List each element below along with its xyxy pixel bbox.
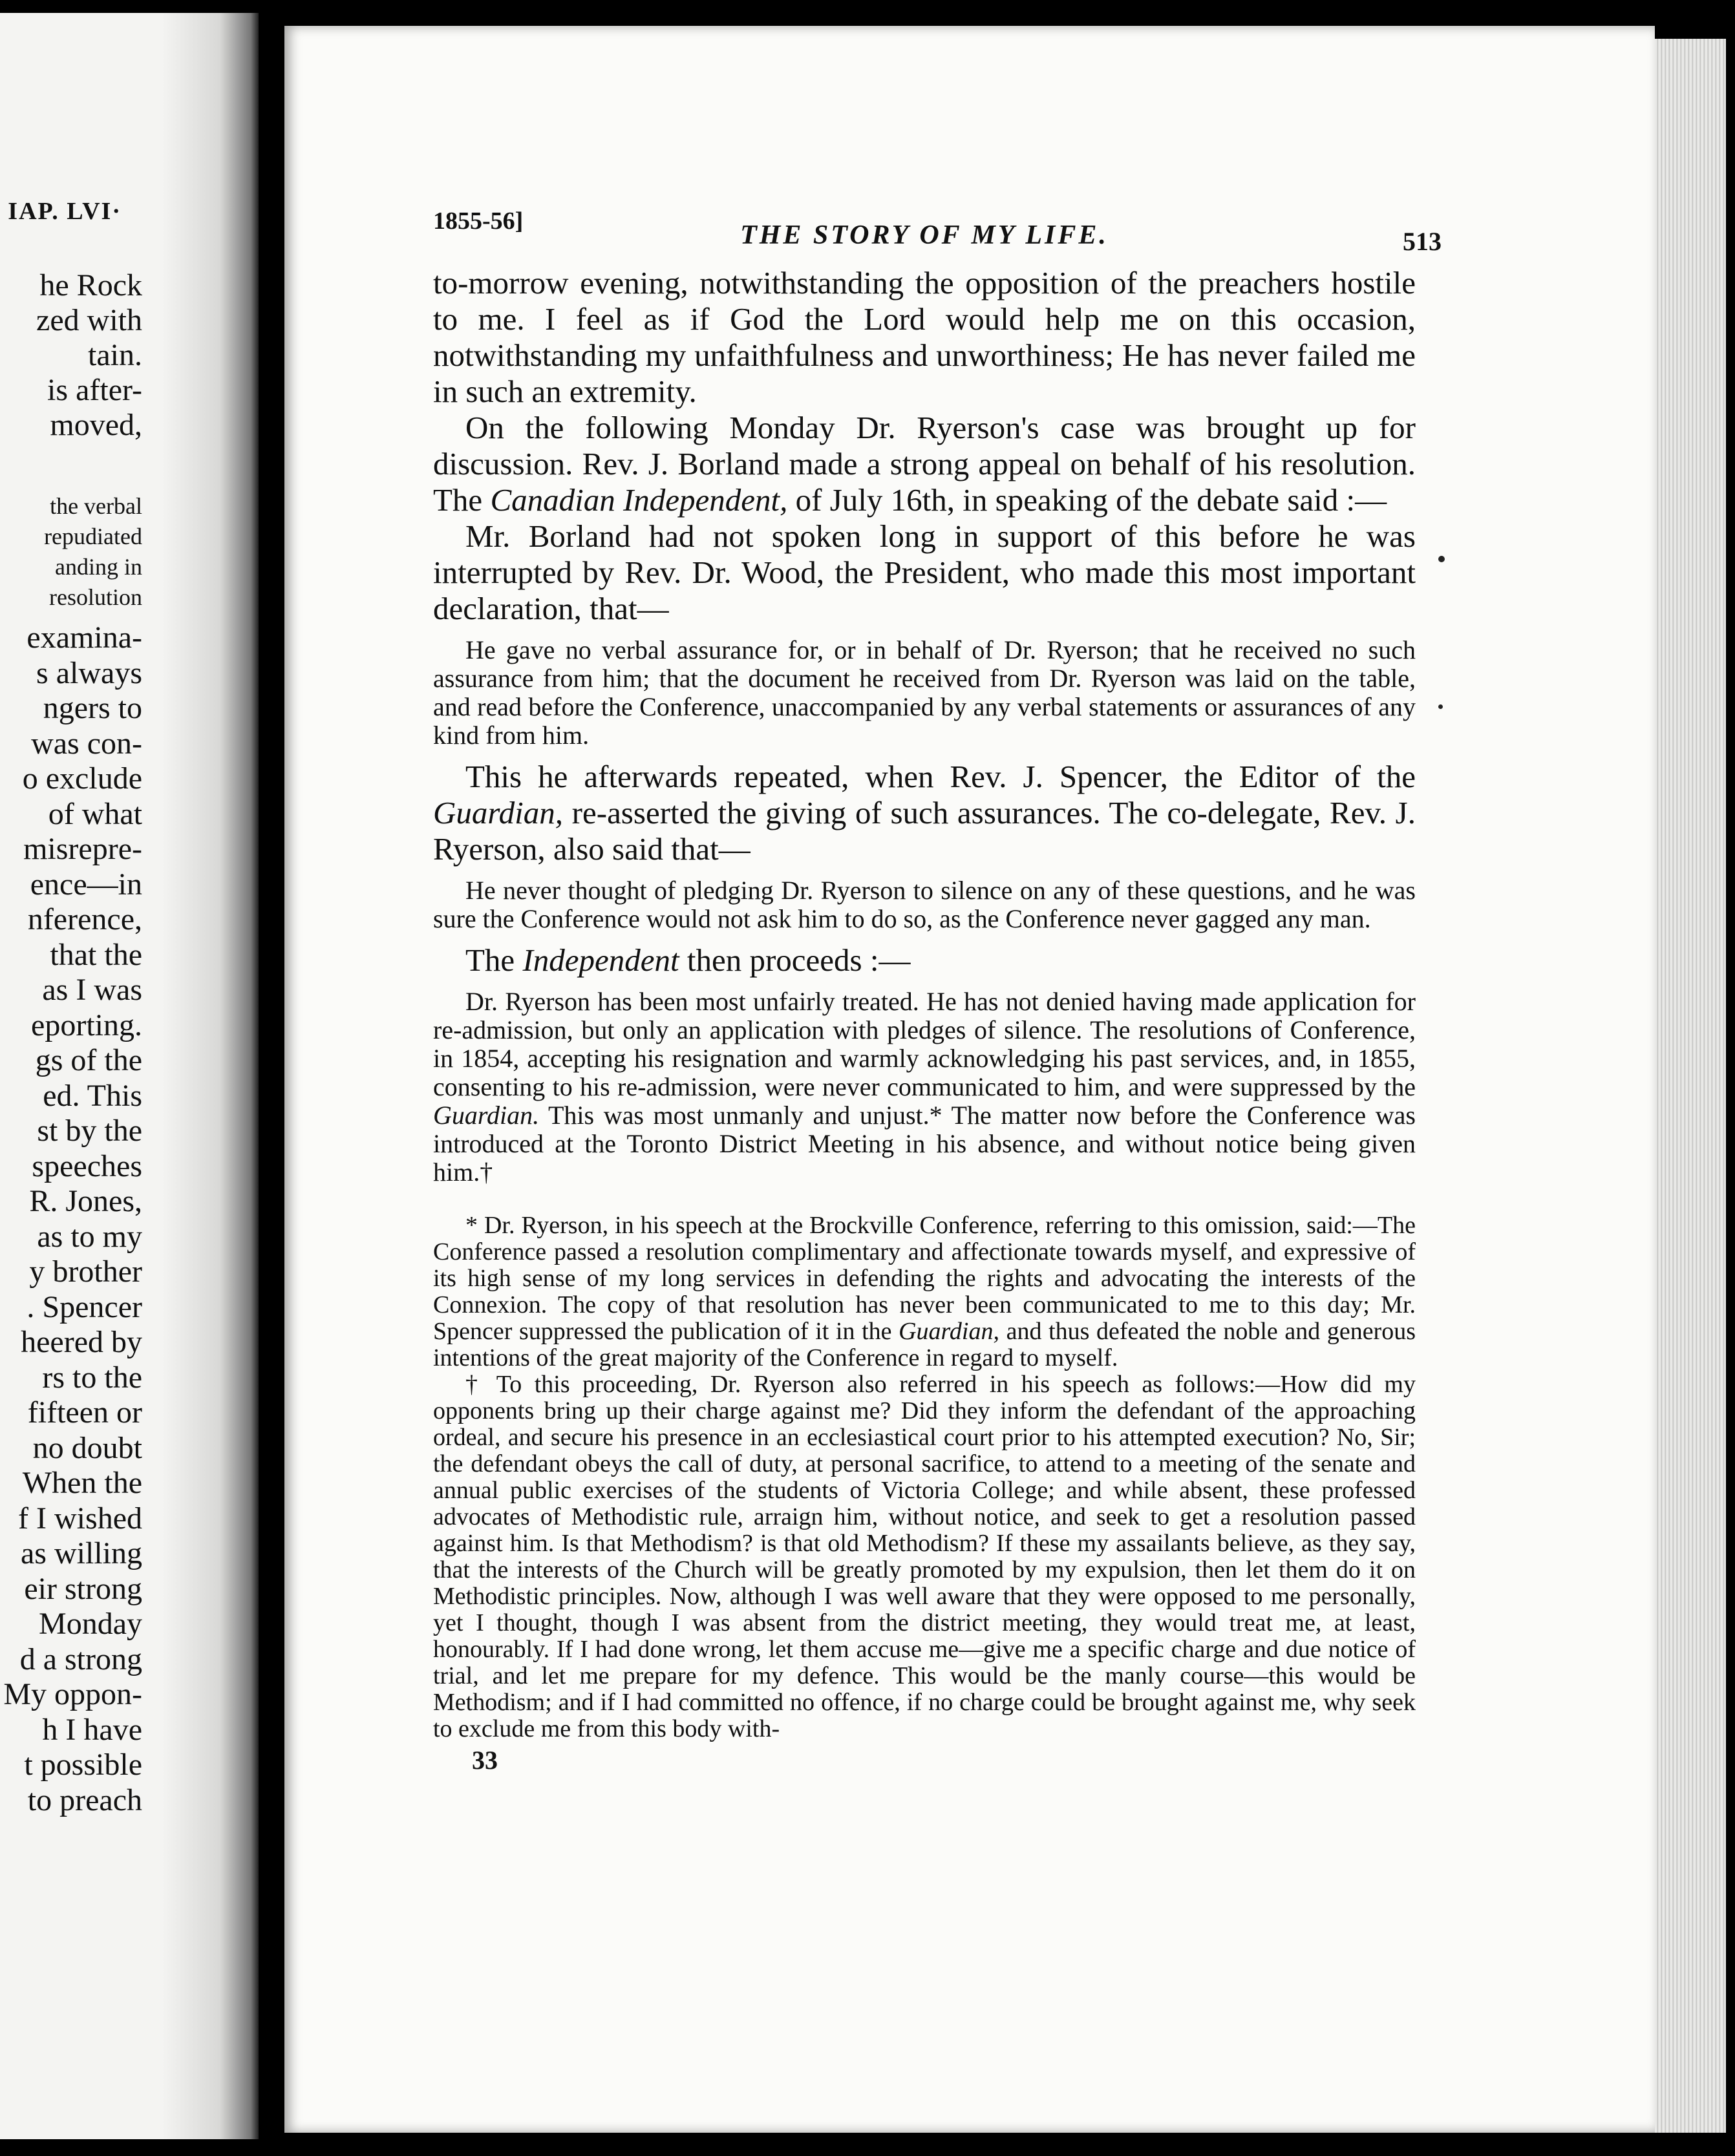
left-page-line: eir strong xyxy=(24,1571,142,1606)
running-header xyxy=(433,181,1442,256)
signature-mark: 33 xyxy=(472,1746,498,1775)
left-page-line: nference, xyxy=(27,902,142,936)
left-page-line: When the xyxy=(22,1466,142,1500)
left-page-line: s always xyxy=(36,655,142,690)
left-page-line: ence—in xyxy=(30,867,142,902)
left-page-line: My oppon- xyxy=(3,1677,142,1711)
page-number: 513 xyxy=(1403,227,1442,256)
left-page-line: examina- xyxy=(27,620,142,655)
left-page-line: he Rock xyxy=(39,268,142,302)
left-page-line: as to my xyxy=(37,1219,142,1254)
left-page-line: moved, xyxy=(50,408,142,442)
left-page-line: f I wished xyxy=(18,1501,142,1536)
page-content xyxy=(433,181,1442,1775)
left-page-line: speeches xyxy=(32,1148,142,1183)
left-page-line: ngers to xyxy=(43,691,142,725)
left-page-line: no doubt xyxy=(32,1430,142,1465)
left-page-line: rs to the xyxy=(42,1360,142,1395)
left-page-line: was con- xyxy=(31,726,142,761)
left-page-line: gs of the xyxy=(35,1043,142,1077)
left-page-line: misrepre- xyxy=(23,832,142,866)
left-page-line: anding in xyxy=(55,554,142,580)
left-page-line: repudiated xyxy=(44,523,142,549)
left-page-line: fifteen or xyxy=(27,1395,142,1430)
paragraph-2: On the following Monday Dr. Ryerson's case was brought up for discussion. Rev. J. Borland made a strong appeal on behalf of his resolution. The Canadian Independent, of July 16th, in speaking of the debate said :— xyxy=(433,410,1416,518)
left-page-line: is after- xyxy=(47,373,142,407)
left-page-line: d a strong xyxy=(19,1642,142,1676)
left-page-line: R. Jones, xyxy=(29,1184,142,1218)
left-page-line: zed with xyxy=(36,303,142,337)
left-page-line: y brother xyxy=(29,1254,142,1289)
ink-speck xyxy=(1438,704,1443,709)
left-page-line: of what xyxy=(48,796,142,831)
previous-page xyxy=(0,13,259,2139)
left-page-line: heered by xyxy=(21,1325,142,1359)
left-page-line: t possible xyxy=(24,1748,142,1782)
header-date-range: 1855-56] xyxy=(433,207,524,235)
left-page-line: Monday xyxy=(39,1607,142,1641)
left-page-line: as willing xyxy=(21,1536,142,1570)
left-page-line: o exclude xyxy=(22,761,142,796)
left-page-line: eporting. xyxy=(31,1008,142,1042)
left-page-line: as I was xyxy=(42,973,142,1007)
left-page-line: . Spencer xyxy=(27,1289,142,1324)
header-title: THE STORY OF MY LIFE. xyxy=(740,220,1109,250)
left-page-line: that the xyxy=(50,937,142,972)
left-page-line: to preach xyxy=(27,1782,142,1817)
left-page-line: resolution xyxy=(49,584,142,610)
quote-ryerson: He never thought of pledging Dr. Ryerson to silence on any of these questions, and he was sure the Conference would not ask him to do so, as the Conference never gagged any man. xyxy=(433,876,1416,933)
footnote-asterisk: * Dr. Ryerson, in his speech at the Brockville Conference, referring to this omission, said:—The Conference passed a resolution complimentary and affectionate towards myself, and expressive of its high sense of my long services in defending the rights and advocating the interests of the Connexion. The copy of that resolution has never been communicated to me to this day; Mr. Spencer suppressed the publication of it in the Guardian, and thus defeated the noble and generous intentions of the great majority of the Conference in regard to myself. xyxy=(433,1212,1416,1371)
ink-speck xyxy=(1438,556,1445,562)
paragraph-1: to-morrow evening, notwithstanding the opposition of the preachers hostile to me. I feel as if God the Lord would help me on this occasion, notwithstanding my unfaithfulness and unworthiness; He has never failed me in such an extremity. xyxy=(433,265,1416,409)
quote-wood: He gave no verbal assurance for, or in behalf of Dr. Ryerson; that he received no such assurance from him; that the document he received from Dr. Ryerson was laid on the table, and read before the Conference, unaccompanied by any verbal statements or assurances of any kind from him. xyxy=(433,635,1416,750)
quote-independent: Dr. Ryerson has been most unfairly treated. He has not denied having made application for re-admission, but only an application with pledges of silence. The resolutions of Conference, in 1854, accepting his resignation and warmly acknowledging his past services, and, in 1855, consenting to his re-admission, were never communicated to him, and were suppressed by the Guardian. This was most unmanly and unjust.* The matter now before the Conference was introduced at the Toronto District Meeting in his absence, and without notice being given him.† xyxy=(433,987,1416,1187)
left-page-line: the verbal xyxy=(50,493,142,519)
left-page-line: ed. This xyxy=(43,1078,142,1113)
left-page-line: h I have xyxy=(42,1712,142,1747)
book-gutter xyxy=(162,13,259,2139)
paragraph-3: Mr. Borland had not spoken long in support of this before he was interrupted by Rev. Dr. Wood, the President, who made this most important declaration, that— xyxy=(433,518,1416,626)
left-page-line: tain. xyxy=(88,338,142,372)
left-running-head: IAP. LVI· xyxy=(8,198,122,225)
left-page-line: st by the xyxy=(37,1114,142,1148)
footnote-dagger: † To this proceeding, Dr. Ryerson also referred in his speech as follows:—How did my opponents bring up their charge against me? Did they inform the defendant of the approaching ordeal, and secure his presence in an ecclesiastical court prior to his attempted execution? No, Sir; the defendant obeys the call of duty, at personal sacrifice, to attend to a meeting of the senate and annual public exercises of the students of Victoria College; and while absent, these professed advocates of Methodistic rule, arraign him, without notice, and seek to get a resolution passed against him. Is that Methodism? is that old Methodism? If these my assailants believe, as they say, that the interests of the Church will be greatly promoted by my expulsion, then let them do it on Methodistic principles. Now, although I was well aware that they were opposed to me personally, yet I thought, though I was absent from the district meeting, they would treat me, at least, honourably. If I had done wrong, let them accuse me—give me a specific charge and due notice of trial, and let me prepare for my defence. This would be the manly course—this would be Methodism; and if I had committed no offence, if no charge could be brought against me, why seek to exclude me from this body with- xyxy=(433,1371,1416,1742)
paragraph-4: This he afterwards repeated, when Rev. J. Spencer, the Editor of the Guardian, re-asserted the giving of such assurances. The co-delegate, Rev. J. Ryerson, also said that— xyxy=(433,759,1416,867)
paragraph-5: The Independent then proceeds :— xyxy=(465,942,911,978)
book-page xyxy=(284,26,1655,2133)
